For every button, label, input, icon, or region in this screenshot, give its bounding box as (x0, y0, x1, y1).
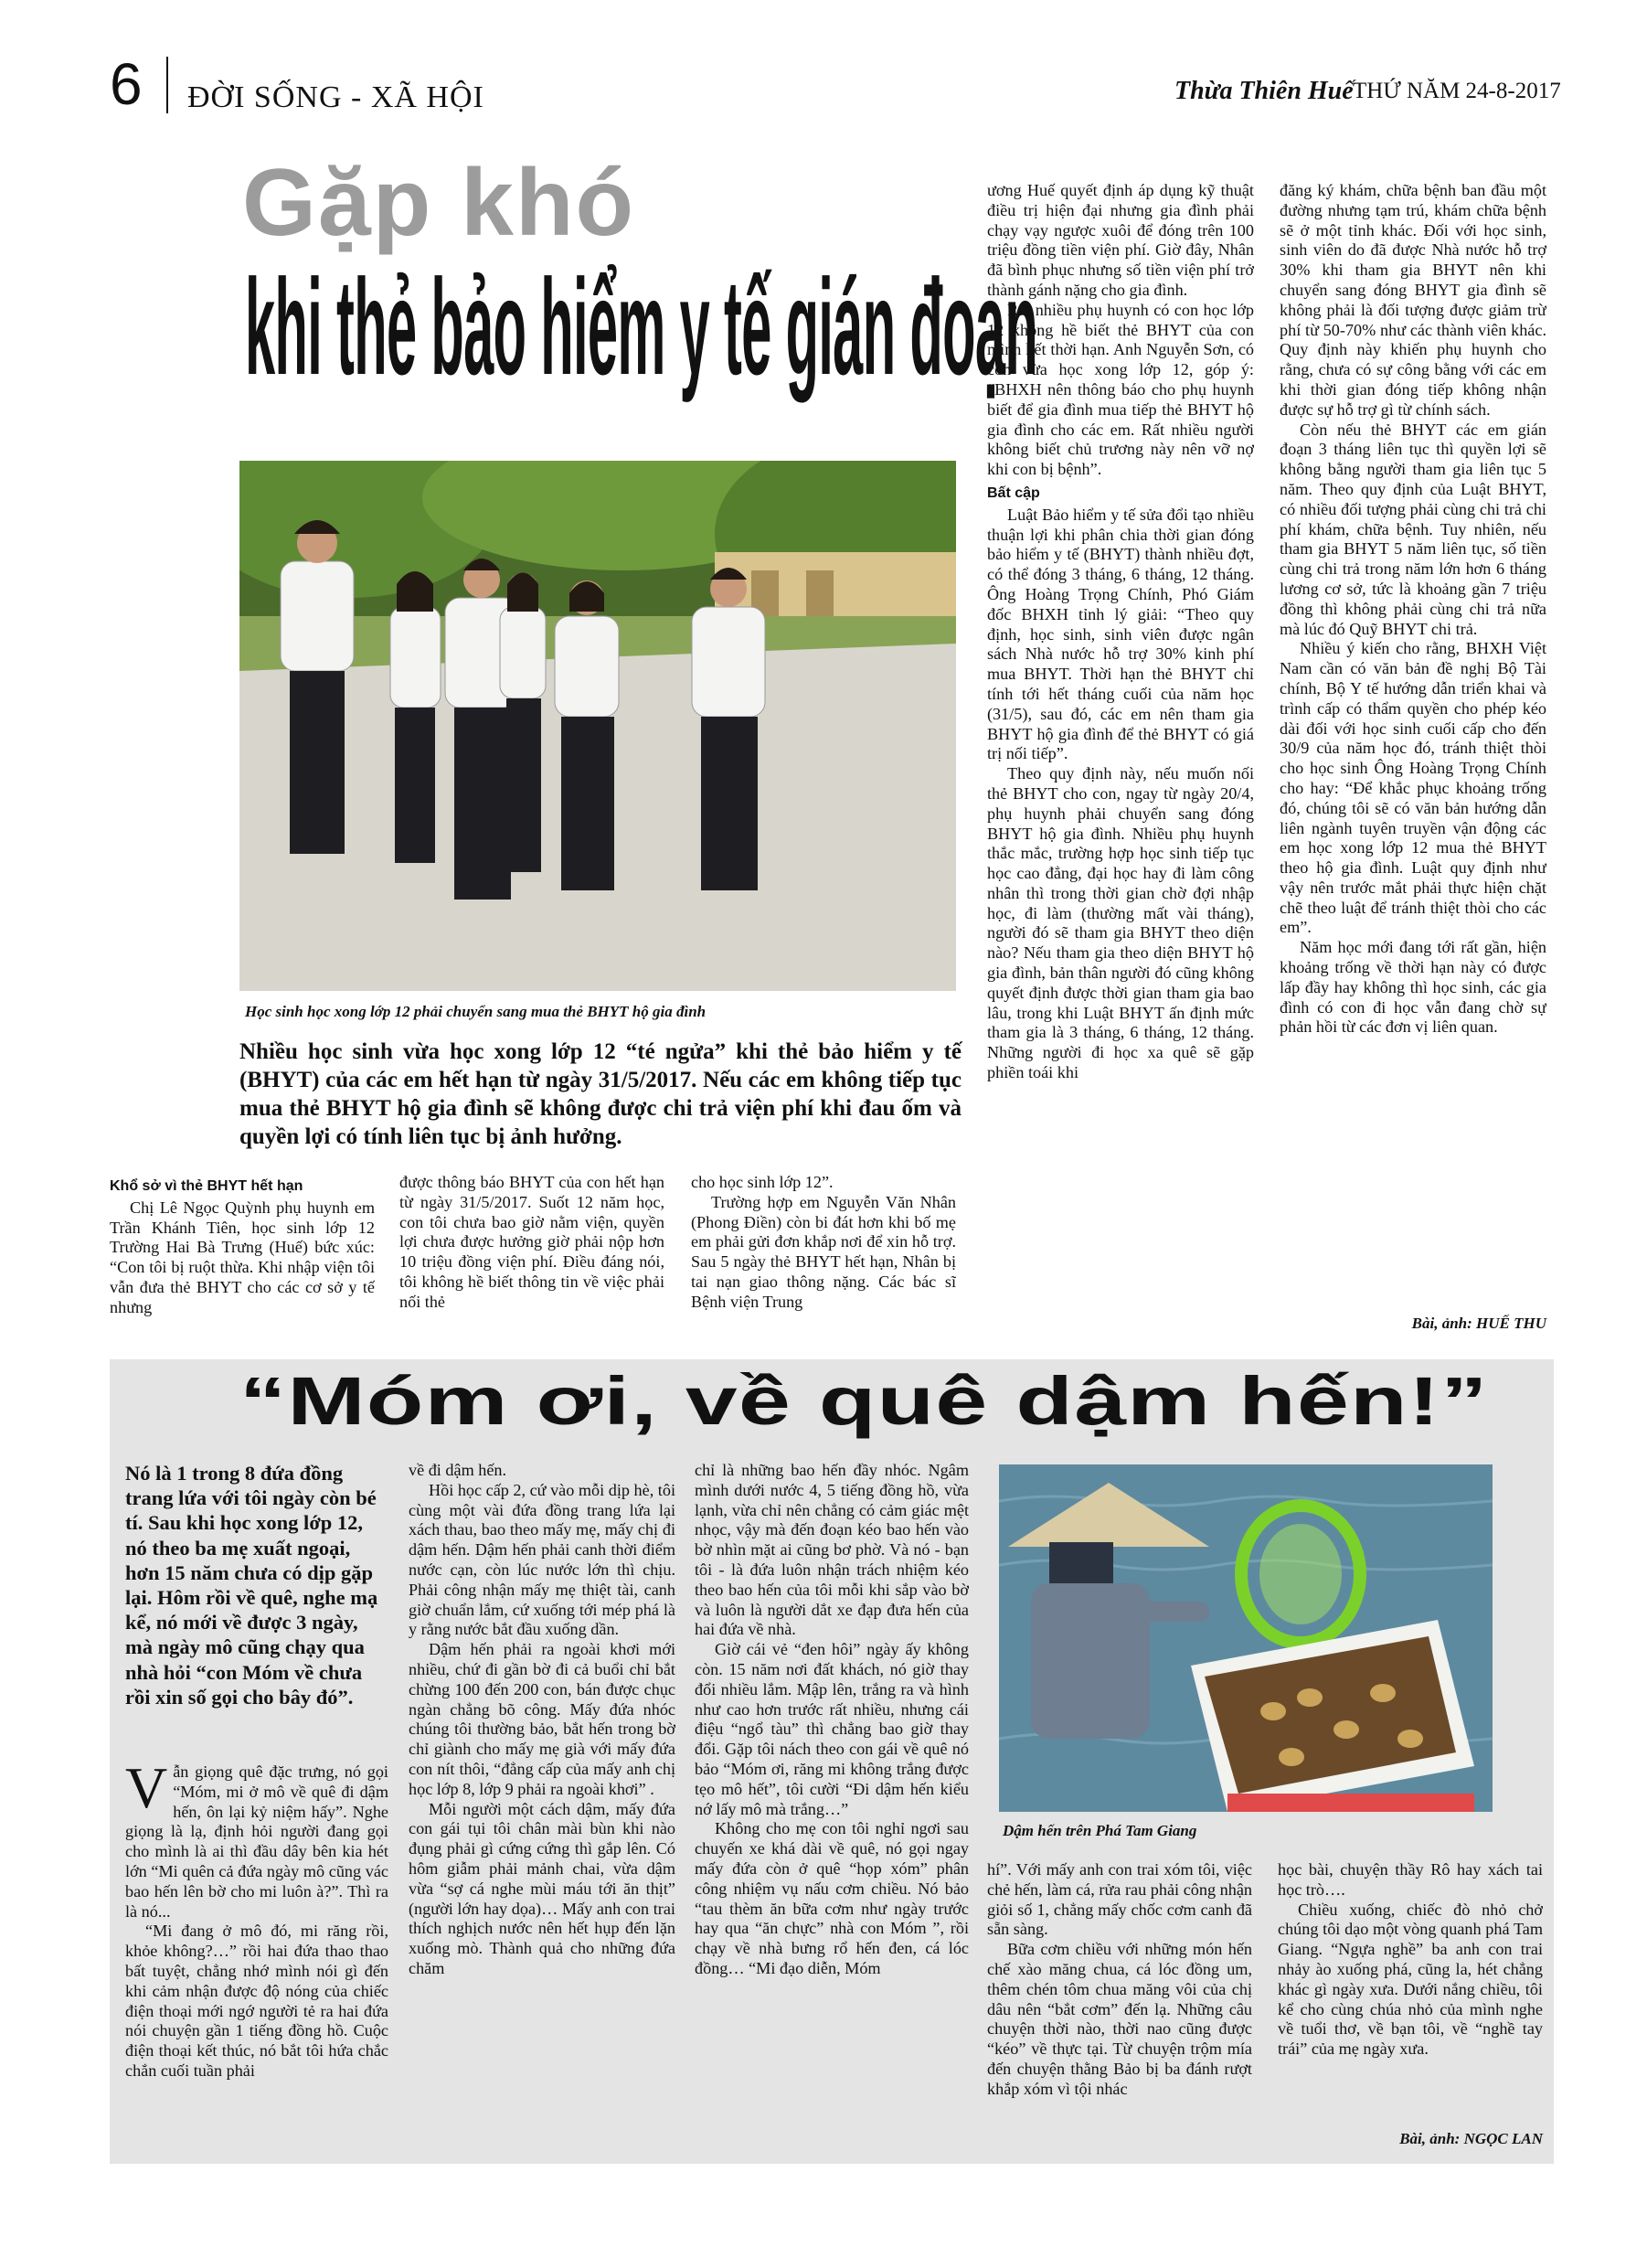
paragraph: Năm học mới đang tới rất gần, hiện khoảng trống về thời hạn này có được lấp đầy hay không thì học sinh, các gia đình có con đi học vẫn đang chờ sự phản hồi từ các đơn vị liên quan. (1280, 938, 1546, 1037)
article1-column-2 (399, 1173, 664, 1337)
drop-cap: V (125, 1762, 168, 1820)
article2-byline: Bài, ảnh: NGỌC LAN (1399, 2130, 1543, 2147)
paragraph: ương Huế quyết định áp dụng kỹ thuật điều trị hiện đại nhưng gia đình phải chạy vạy ngược xuôi để đóng trên 100 triệu đồng tiền viện phí. Giờ đây, Nhân đã bình phục nhưng số tiền viện phí trở thành gánh nặng cho gia đình. (987, 181, 1254, 299)
article1-column-4 (987, 181, 1254, 1335)
article2-title: “Móm ơi, về quê dậm hến!” (239, 1363, 1489, 1439)
students-walking-illustration (239, 461, 956, 991)
article2-column-1 (125, 1762, 388, 2156)
paragraph: Nhiều ý kiến cho rằng, BHXH Việt Nam cần có văn bản đề nghị Bộ Tài chính, Bộ Y tế hướng dẫn triển khai và trình cấp có thẩm quyền cho phép kéo dài đối với học sinh cuối cấp cho đến 30/9 của năm học đó, tránh thiệt thòi cho học sinh Ông Hoàng Trọng Chính cho hay: “Để khắc phục khoảng trống đó, chúng tôi sẽ có văn bản hướng dẫn liên ngành tuyên truyền vận động các em học xong lớp 12 mua thẻ BHYT theo hộ gia đình. Luật quy định như vậy nên trước mắt phải thực hiện chặt chẽ theo luật để tránh thiệt thòi cho các em”. (1280, 639, 1546, 937)
paragraph: “Mi đang ở mô đó, mi răng rồi, khỏe không?…” rồi hai đứa thao thao bất tuyệt, chẳng nhớ mình nói gì đến khi cảm nhận được độ nóng của chiếc điện thoại mới ngớ người tẻ ra hai đứa nói chuyện gần 1 tiếng đồng hồ. Cuộc điện thoại kết thúc, nó bắt tôi hứa chắc chắn cuối tuần phải (125, 1922, 388, 2080)
paragraph: Chị Lê Ngọc Quỳnh phụ huynh em Trần Khánh Tiên, học sinh lớp 12 Trường Hai Bà Trưng (Huế) bức xúc: “Con tôi bị ruột thừa. Khi nhập viện tôi vẫn đưa thẻ BHYT cho các cơ sở y tế nhưng (110, 1198, 375, 1316)
article2-photo-caption: Dậm hến trên Phá Tam Giang (1003, 1822, 1197, 1839)
article1-column-1 (110, 1173, 375, 1337)
article1-subhead-2: Bất cập (987, 484, 1040, 501)
article1-column-3 (691, 1173, 956, 1337)
paragraph: Trường hợp em Nguyễn Văn Nhân (Phong Điền) còn bi đát hơn khi bố mẹ em phải gửi đơn khắp nơi để xin hỗ trợ. Sau 5 ngày thẻ BHYT hết hạn, Nhân bị tai nạn giao thông nặng. Các bác sĩ Bệnh viện Trung (691, 1192, 956, 1311)
paragraph: Còn nếu thẻ BHYT các em gián đoạn 3 tháng liên tục thì quyền lợi sẽ không bằng người tham gia liên tục 5 năm. Theo quy định của Luật BHYT, có nhiều đối tượng phải cùng chi trả chi phí khám, chữa bệnh. Tuy nhiên, nếu tham gia BHYT 5 năm liên tục, số tiền cùng chi trả trong năm lớn hơn 6 tháng lương cơ sở, tức là khoảng gần 7 triệu đồng thì không phải cùng chi trả nữa mà lúc đó Quỹ BHYT chi trả. (1280, 420, 1546, 638)
article1-byline: Bài, ảnh: HUẾ THU (1411, 1315, 1546, 1332)
article1-title: khi thẻ bảo hiểm y tế gián đoạn (245, 251, 1038, 404)
paragraph: Mỗi người một cách dậm, mấy đứa con gái tụi tôi chân mài bùn khi nào đụng phải gì cứng cứng thì gắp lên. Có hôm giẫm phải mảnh chai, vừa dậm vừa “sợ cá nghe mùi máu tới ăn thịt” (người lớn hay dọa)… Mấy anh con trai thích nghịch nước nên hết hụp đến lặn xuống mò. Thành quả cho những đứa chăm (409, 1799, 675, 1977)
paragraph: Rất nhiều phụ huynh có con học lớp 12 không hề biết thẻ BHYT của con mình hết thời hạn. Anh Nguyễn Sơn, có con vừa học xong lớp 12, góp ý: “BHXH nên thông báo cho phụ huynh biết để gia đình mua tiếp thẻ BHYT hộ gia đình cho các em. Rất nhiều người không biết chủ trương này nên vỡ nợ khi con bị bệnh”. (987, 300, 1254, 479)
paragraph: Bữa cơm chiều với những món hến chế xào măng chua, cá lóc đồng um, thêm chén tôm chua măng vôi của chị dâu nên “bắt cơm” đến lạ. Những câu chuyện thời nào, thời nao cũng được “kéo” về thực tại. Từ chuyện trộm mía đến chuyện thằng Bảo bị ba đánh rượt khắp xóm vì tội nhác (987, 1940, 1252, 2098)
clam-gathering-illustration (999, 1464, 1493, 1812)
header-divider (166, 57, 168, 113)
paragraph: chỉ là những bao hến đầy nhóc. Ngâm mình dưới nước 4, 5 tiếng đồng hồ, vừa lạnh, vừa chỉ nên chẳng có cảm giác mệt nhọc, vậy mà đến đoạn kéo bao hến vào bờ nhìn mặt ai cũng bơ phờ. Và nó - bạn tôi - là đứa luôn nhận trách nhiệm kéo theo bao hến của tôi mỗi khi sắp vào bờ và luôn là người dắt xe đạp đưa hến của hai đứa về nhà. (695, 1461, 969, 1639)
paragraph: ẫn giọng quê đặc trưng, nó gọi “Móm, mi ở mô về quê đi dậm hến, ôn lại kỷ niệm hấy”. Nghe giọng là lạ, định hỏi người đang gọi cho mình là ai thì đầu dây bên kia hét lớn “Mi quên cả đứa ngày mô cũng vác bao hến lên bờ cho mi luôn à?”. Thì ra là nó... (125, 1762, 388, 1921)
article2-column-5 (1278, 1860, 1543, 2125)
newspaper-name: Thừa Thiên Huế (1174, 77, 1354, 105)
article2-photo (999, 1464, 1493, 1812)
paragraph: Luật Bảo hiểm y tế sửa đổi tạo nhiều thuận lợi khi phân chia thời gian đóng bảo hiểm y tế (BHYT) thành nhiều đợt, có thể đóng 3 tháng, 6 tháng, 12 tháng. Ông Hoàng Trọng Chính, Phó Giám đốc BHXH tỉnh lý giải: “Theo quy định, học sinh, sinh viên được ngân sách Nhà nước hỗ trợ 30% kinh phí mua BHYT. Thời hạn thẻ BHYT chỉ tính tới hết tháng cuối của năm học (31/5), sau đó, các em nên tham gia BHYT hộ gia đình để thẻ BHYT có giá trị nối tiếp”. (987, 505, 1254, 763)
article1-column-5 (1280, 181, 1546, 1316)
paragraph: hí”. Với mấy anh con trai xóm tôi, việc chẻ hến, làm cá, rửa rau phải công nhận giỏi số 1, chẳng mấy chốc cơm canh đã sẵn sàng. (987, 1860, 1252, 1939)
article1-subhead-1: Khổ sở vì thẻ BHYT hết hạn (110, 1178, 303, 1194)
article2-column-2 (409, 1461, 675, 2156)
paragraph: Theo quy định này, nếu muốn nối thẻ BHYT cho con, ngay từ ngày 20/4, phụ huynh phải chuyển sang đóng BHYT hộ gia đình. Nhiều phụ huynh thắc mắc, trường hợp học sinh tiếp tục học cao đẳng, đại học hay đi làm công nhân thì trong thời gian chờ đợi nhập học, đi làm (thường mất vài tháng), người đó sẽ tham gia BHYT theo diện nào? Nếu tham gia theo diện BHYT hộ gia đình, bản thân người đó cũng không quyết định được thời gian tham gia bao lâu, trong khi Luật BHYT ấn định mức tham gia là 3 tháng, 6 tháng, 12 tháng. Những người đi học xa quê sẽ gặp phiền toái khi (987, 764, 1254, 1082)
article1-lead: Nhiều học sinh vừa học xong lớp 12 “té ngửa” khi thẻ bảo hiểm y tế (BHYT) của các em hết hạn từ ngày 31/5/2017. Nếu các em không tiếp tục mua thẻ BHYT hộ gia đình sẽ không được chi trả viện phí khi đau ốm và quyền lợi có tính liên tục bị ảnh hưởng. (239, 1039, 962, 1149)
article1-photo (239, 461, 956, 991)
article1-photo-caption: Học sinh học xong lớp 12 phải chuyển sang mua thẻ BHYT hộ gia đình (245, 1003, 707, 1020)
issue-date: THỨ NĂM 24-8-2017 (1353, 79, 1561, 103)
paragraph: đăng ký khám, chữa bệnh ban đầu một đường nhưng tạm trú, khám chữa bệnh sẽ ở một tỉnh khác. Đối với học sinh, sinh viên do đã được Nhà nước hỗ trợ 30% khi tham gia BHYT nên khi chuyển sang đóng BHYT gia đình sẽ không phải là đối tượng được giảm trừ phí từ 50-70% như các thành viên khác. Quy định này khiến phụ huynh cho rằng, chưa có sự công bằng với các em khi thời gian đóng tiếp không nhận được sự hỗ trợ gì từ chính sách. (1280, 181, 1546, 419)
paragraph: học bài, chuyện thầy Rô hay xách tai học trò…. (1278, 1860, 1543, 1899)
article2-column-3 (695, 1461, 969, 2156)
paragraph: Hồi học cấp 2, cứ vào mỗi dịp hè, tôi cùng một vài đứa đồng trang lứa lại xách thau, bao theo mấy mẹ, mấy chị đi dậm hến. Dậm hến phải canh thời điểm nước cạn, còn lúc nước lớn thì chịu. Phải công nhận mấy mẹ thiệt tài, canh giờ chuẩn lắm, cứ xuống tới mép phá là y rằng nước bắt đầu xuống dần. (409, 1480, 675, 1639)
paragraph: Không cho mẹ con tôi nghỉ ngơi sau chuyến xe khá dài về quê, nó gọi ngay mấy đứa còn ở quê “họp xóm” phân công nhiệm vụ nấu cơm chiều. Nó bảo “tau thèm ăn bữa cơm như ngày trước hay qua “ăn chực” nhà con Móm ”, rồi chạy về nhà bưng rổ hến đen, cá lóc đồng… “Mi đạo diễn, Móm (695, 1819, 969, 1977)
paragraph: cho học sinh lớp 12”. (691, 1173, 834, 1191)
page-number: 6 (110, 51, 143, 117)
section-title: ĐỜI SỐNG - XÃ HỘI (187, 80, 484, 114)
paragraph: Dậm hến phải ra ngoài khơi mới nhiều, chứ đi gần bờ đi cả buổi chỉ bắt chừng 100 đến 200 con, bán được chục ngàn chẳng bõ công. Mấy đứa nhóc chúng tôi thường bảo, bắt hến trong bờ chỉ giành cho mấy mẹ già với mấy đứa con nít thôi, “đẳng cấp của mấy anh chị học lớp 8, lớp 9 phải ra ngoài khơi” . (409, 1640, 675, 1798)
article2-lead: Nó là 1 trong 8 đứa đồng trang lứa với tôi ngày còn bé tí. Sau khi học xong lớp 12, nó theo ba mẹ xuất ngoại, hơn 15 năm chưa có dịp gặp lại. Hôm rồi về quê, nghe mạ kể, nó mới về được 3 ngày, mà ngày mô cũng chạy qua nhà hỏi “con Móm về chưa rồi xin số gọi cho bây đó”. (125, 1462, 378, 1709)
paragraph: Giờ cái vẻ “đen hôi” ngày ấy không còn. 15 năm nơi đất khách, nó giờ thay đổi nhiều lắm. Mập lên, trắng ra và hình như cao hơn trước rất nhiều, nhưng cái điệu “ngổ tàu” thì chẳng bao giờ thay đổi. Gặp tôi nách theo con gái về quê nó bảo “Móm ơi, răng mi không trắng được tẹo mô hết”, tôi cười “Đi dậm hến kiểu nớ lấy mô mà trắng…” (695, 1640, 969, 1818)
article2-column-4 (987, 1860, 1252, 2153)
paragraph: được thông báo BHYT của con hết hạn từ ngày 31/5/2017. Suốt 12 năm học, con tôi chưa bao giờ nằm viện, quyền lợi chưa được hưởng giờ phải nộp hơn 10 triệu đồng viện phí. Điều đáng nói, tôi không hề biết thông tin về việc phải nối thẻ (399, 1173, 664, 1311)
paragraph: Chiều xuống, chiếc đò nhỏ chở chúng tôi dạo một vòng quanh phá Tam Giang. “Ngựa nghề” ba anh con trai nhảy ào xuống phá, cũng la, hét chẳng khác gì ngày xưa. Dưới nắng chiều, tôi kể cho cùng chúa nhỏ của mình nghe về tuổi thơ, về bạn tôi, về “nghề tay trái” của mẹ ngày xưa. (1278, 1900, 1543, 2059)
paragraph: về đi dậm hến. (409, 1461, 507, 1479)
article1-kicker: Gặp khó (242, 150, 636, 256)
